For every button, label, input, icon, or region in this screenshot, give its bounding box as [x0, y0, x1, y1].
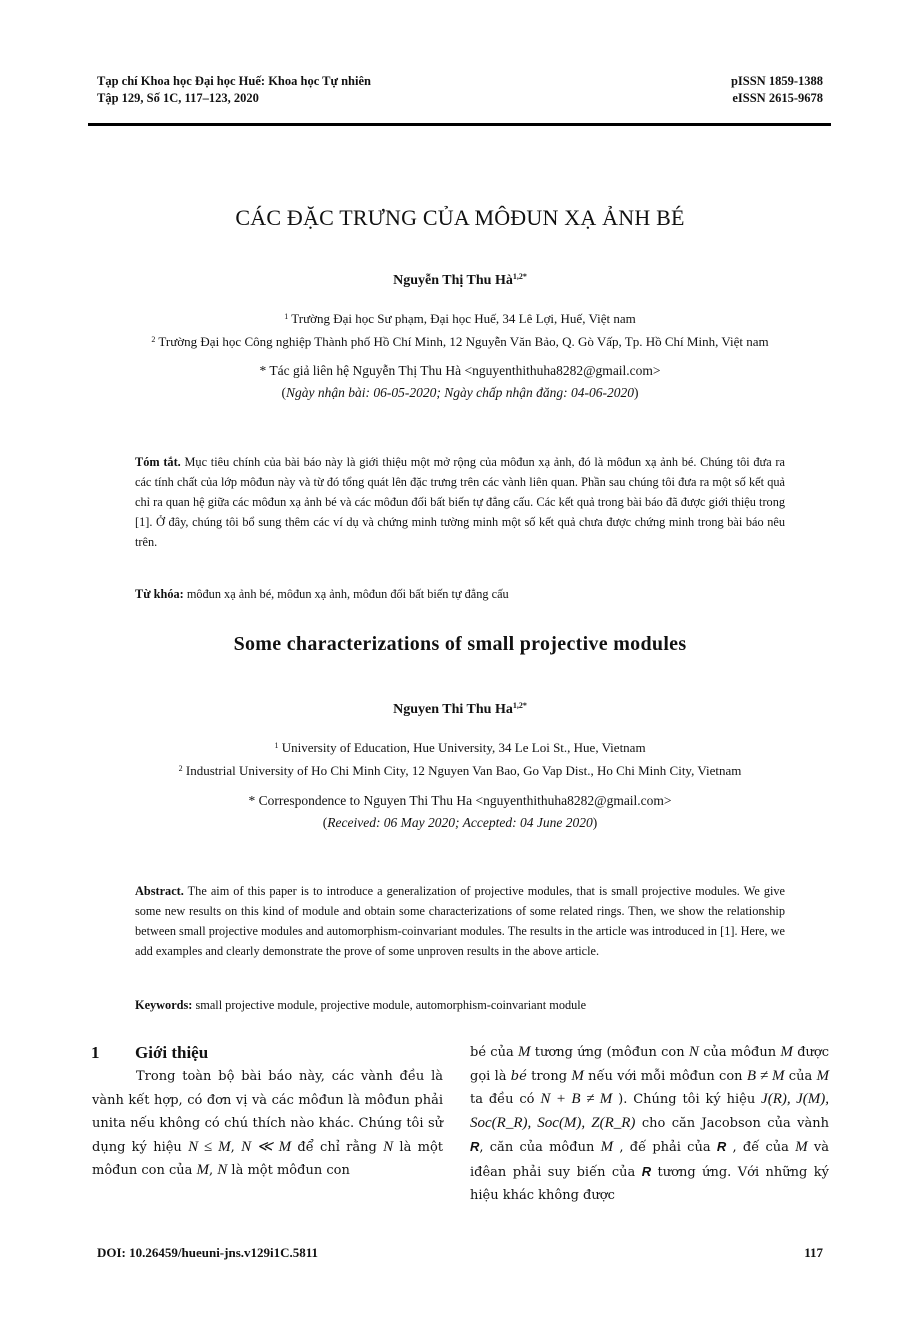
math: B ≠ M: [746, 1067, 785, 1084]
journal-volume: Tập 129, Số 1C, 117–123, 2020: [97, 91, 259, 105]
math: N: [217, 1162, 228, 1178]
affiliations-vietnamese: [60, 306, 860, 352]
journal-name: Tạp chí Khoa học Đại học Huế: Khoa học Tự nhiên: [97, 74, 371, 88]
abstract-vietnamese: [135, 452, 785, 552]
body-column-left: Trong toàn bộ bài báo này, các vành đều là vành kết hợp, có đơn vị và các môđun là môđun phải unita nếu không có chú thích nào khác. Chúng tôi sử dụng ký hiệu N ≤ M, N ≪ M để chỉ rằng N là một môđun con của M, N là một môđun con: [92, 1069, 444, 1178]
math: M: [571, 1067, 584, 1084]
pissn: pISSN 1859-1388: [730, 74, 823, 88]
author-name: Nguyen Thi Thu Ha: [393, 702, 513, 717]
title-vietnamese: CÁC ĐẶC TRƯNG CỦA MÔĐUN XẠ ẢNH BÉ: [235, 205, 685, 230]
affiliation-2: $^2$ Industrial University of Ho Chi Minh City, 12 Nguyen Van Bao, Go Vap Dist., Ho Chi Minh City, Vietnam: [178, 763, 742, 778]
page-number: 117: [804, 1245, 823, 1260]
emphasis: bé: [510, 1068, 527, 1084]
section-number: 1: [91, 1043, 100, 1062]
math: M: [196, 1162, 210, 1178]
keywords-label: Keywords:: [135, 998, 193, 1012]
author-sup: 1,2*: [512, 272, 527, 281]
correspondence-english: [60, 790, 860, 834]
math: N + B ≠ M: [540, 1091, 613, 1107]
math: N: [688, 1044, 699, 1060]
correspondence-vietnamese: [60, 360, 860, 404]
journal-header: [97, 73, 823, 113]
author-vietnamese: [60, 272, 860, 289]
math: M: [600, 1139, 614, 1155]
math: R: [641, 1163, 652, 1179]
issn-info: [731, 73, 823, 107]
keywords-vietnamese: [135, 584, 785, 604]
header-rule: [88, 123, 831, 126]
dates: (Ngày nhận bài: 06-05-2020; Ngày chấp nhận đăng: 04-06-2020): [281, 385, 639, 400]
math: R: [470, 1139, 480, 1154]
abstract-label: Tóm tắt.: [135, 455, 181, 469]
section-title: Giới thiệu: [135, 1043, 209, 1062]
math: M: [816, 1067, 829, 1084]
correspondence: * Correspondence to Nguyen Thi Thu Ha <nguyenthithuha8282@gmail.com>: [248, 793, 672, 808]
keywords-text: môđun xạ ảnh bé, môđun xạ ảnh, môđun đối bất biến tự đẳng cấu: [186, 587, 509, 601]
keywords-english: [135, 995, 785, 1015]
keywords-text: small projective module, projective module, automorphism-coinvariant module: [195, 998, 587, 1012]
math: M: [795, 1139, 808, 1155]
abstract-label: Abstract.: [135, 884, 184, 898]
correspondence: * Tác giả liên hệ Nguyễn Thị Thu Hà <nguyenthithuha8282@gmail.com>: [259, 363, 661, 378]
math: J(R), J(M), Soc(R_R), Soc(M), Z(R_R): [470, 1091, 829, 1131]
abstract-text: The aim of this paper is to introduce a generalization of projective modules, that is small projective modules. We give some new results on this kind of module and obtain some characterizations of some related rings. Then, we show the relationship between small projective modules and automorphism-coinvariant modules. The results in the article was introduced in [1]. Here, we add examples and clearly demonstrate the prove of some unproven results in the above article.: [135, 884, 785, 958]
author-name: Nguyễn Thị Thu Hà: [393, 273, 513, 288]
journal-info: [97, 73, 371, 107]
affiliation-1: $^1$ University of Education, Hue University, 34 Le Loi St., Hue, Vietnam: [274, 740, 646, 755]
section-heading: [91, 1043, 208, 1063]
math: R: [716, 1139, 727, 1154]
affiliation-1: $^1$ Trường Đại học Sư phạm, Đại học Huế, 34 Lê Lợi, Huế, Việt nam: [284, 311, 636, 326]
author-english: [60, 701, 860, 718]
math: N ≪ M: [241, 1138, 292, 1155]
dates: (Received: 06 May 2020; Accepted: 04 June 2020): [322, 815, 598, 830]
keywords-label: Từ khóa:: [135, 587, 184, 601]
affiliations-english: [60, 735, 860, 781]
body-column-right: bé của M tương ứng (môđun con N của môđun M được gọi là bé trong M nếu với mỗi môđun con B ≠ M của M ta đều có N + B ≠ M ). Chúng tôi ký hiệu J(R), J(M), Soc(R_R), Soc(M), Z(R_R) cho căn Jacobson của vành R, căn của môđun M , đế phải của R , đế của M và iđêan phải suy biến của R tương ứng. Với những ký hiệu khác không được: [470, 1044, 830, 1203]
math: N ≤ M: [188, 1138, 231, 1155]
affiliation-2: $^2$ Trường Đại học Công nghiệp Thành phố Hồ Chí Minh, 12 Nguyễn Văn Bảo, Q. Gò Vấp, Tp. Hồ Chí Minh, Việt nam: [151, 334, 769, 349]
title-english: Some characterizations of small projective modules: [233, 633, 687, 655]
author-sup: 1,2*: [512, 701, 527, 710]
math: N: [383, 1138, 394, 1155]
eissn: eISSN 2615-9678: [732, 91, 823, 105]
abstract-english: [135, 881, 785, 961]
math: M: [780, 1044, 793, 1060]
doi: DOI: 10.26459/hueuni-jns.v129i1C.5811: [97, 1245, 319, 1260]
abstract-text: Mục tiêu chính của bài báo này là giới thiệu một mở rộng của môđun xạ ảnh, đó là môđun xạ ảnh bé. Chúng tôi đưa ra các tính chất của lớp môđun này và từ đó tổng quát lên đặc trưng trên các vành liên quan. Phần sau chúng tôi đưa ra một số kết quả chỉ ra quan hệ giữa các môđun xạ ảnh bé và các môđun đối bất biến tự đẳng cấu. Các kết quả trong bài báo đã được giới thiệu trong [1]. Ở đây, chúng tôi bổ sung thêm các ví dụ và chứng minh tường minh một số kết quả chưa được chứng minh trong bài báo nêu trên.: [135, 455, 785, 549]
math: M: [518, 1044, 531, 1060]
